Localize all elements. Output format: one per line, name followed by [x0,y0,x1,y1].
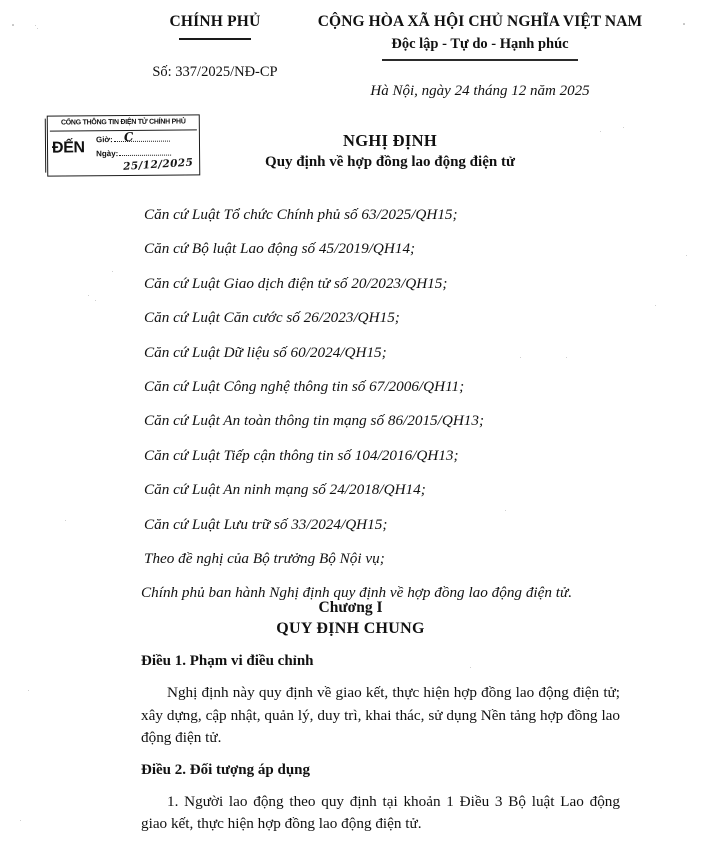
stamp-date-row [96,146,196,173]
scan-speckle [112,271,113,272]
authority-underline [179,38,251,40]
article-2-heading: Điều 2. Đối tượng áp dụng [141,761,311,778]
document-number: Số: 337/2025/NĐ-CP [152,64,278,80]
preamble-clause: Căn cứ Luật An ninh mạng số 24/2018/QH14; [144,481,426,499]
preamble-clause: Căn cứ Luật Giao dịch điện tử số 20/2023/QH15; [144,274,448,292]
preamble-clause: Căn cứ Luật Tổ chức Chính phủ số 63/2025/QH15; [144,206,458,223]
preamble-section [141,198,624,611]
scan-speckle [65,520,66,521]
scan-speckle [655,305,656,306]
document-subject-title: Quy định về hợp đồng lao động điện tử [265,154,515,170]
issuing-authority-name: CHÍNH PHỦ [169,13,261,30]
place-and-date: Hà Nội, ngày 24 tháng 12 năm 2025 [370,82,590,99]
preamble-clause: Căn cứ Luật Công nghệ thông tin số 67/2006/QH11; [144,378,465,396]
national-heading-block [300,12,660,101]
stamp-time-value: C [123,129,135,145]
scan-speckle [88,295,89,296]
issuing-statement: Chính phủ ban hành Nghị định quy định về hợp đồng lao động điện tử. [141,584,573,602]
stamp-date-value: 25/12/2025 [122,156,194,173]
stamp-time-row [95,129,196,147]
stamp-left-edge [45,119,47,173]
stamp-time-dotline [114,134,170,142]
preamble-clause: Căn cứ Luật Lưu trữ số 33/2024/QH15; [144,515,388,533]
document-type-title: NGHỊ ĐỊNH [343,131,437,150]
document-title-block [200,130,580,173]
preamble-clause: Căn cứ Luật Tiếp cận thông tin số 104/2016/QH13; [144,446,459,464]
national-title: CỘNG HÒA XÃ HỘI CHỦ NGHĨA VIỆT NAM [317,13,643,30]
chapter-number: Chương I [318,599,383,616]
scan-speckle [600,131,601,132]
scan-speckle [20,820,21,821]
stamp-fields [95,129,196,173]
preamble-clause: Theo đề nghị của Bộ trưởng Bộ Nội vụ; [144,550,385,568]
stamp-date-dotline [119,148,171,156]
scan-speckle [623,127,624,128]
preamble-clause: Căn cứ Bộ luật Lao động số 45/2019/QH14; [144,240,416,258]
stamp-arrival-label: ĐẾN [51,139,85,157]
issuing-authority-block [110,12,320,82]
chapter-name: QUY ĐỊNH CHUNG [276,620,425,637]
article-1-heading: Điều 1. Phạm vi điều chỉnh [141,653,314,669]
stamp-time-label: Giờ: [95,135,113,145]
document-body [141,650,620,836]
scan-speckle [686,255,687,256]
arrival-stamp [47,114,201,176]
stamp-date-label: Ngày: [96,149,119,159]
preamble-clause: Căn cứ Luật An toàn thông tin mạng số 86/2015/QH13; [144,412,485,430]
scan-speckle [28,690,29,691]
scan-speckle [95,300,96,301]
chapter-heading [0,598,701,639]
preamble-clause: Căn cứ Luật Căn cước số 26/2023/QH15; [144,309,400,327]
motto-underline [382,59,578,61]
document-header [0,12,701,104]
stamp-portal-name: CỔNG THÔNG TIN ĐIỆN TỬ CHÍNH PHỦ [60,116,186,127]
national-motto: Độc lập - Tự do - Hạnh phúc [391,36,569,52]
article-2-paragraph: 1. Người lao động theo quy định tại khoản 1 Điều 3 Bộ luật Lao động giao kết, thực hiện hợp đồng lao động điện tử. [141,792,620,833]
preamble-clause: Căn cứ Luật Dữ liệu số 60/2024/QH15; [144,343,387,361]
article-1-paragraph: Nghị định này quy định về giao kết, thực hiện hợp đồng lao động điện tử; xây dựng, cập nhật, quản lý, duy trì, khai thác, sử dụng Nền tảng hợp đồng lao động điện tử. [141,684,620,747]
